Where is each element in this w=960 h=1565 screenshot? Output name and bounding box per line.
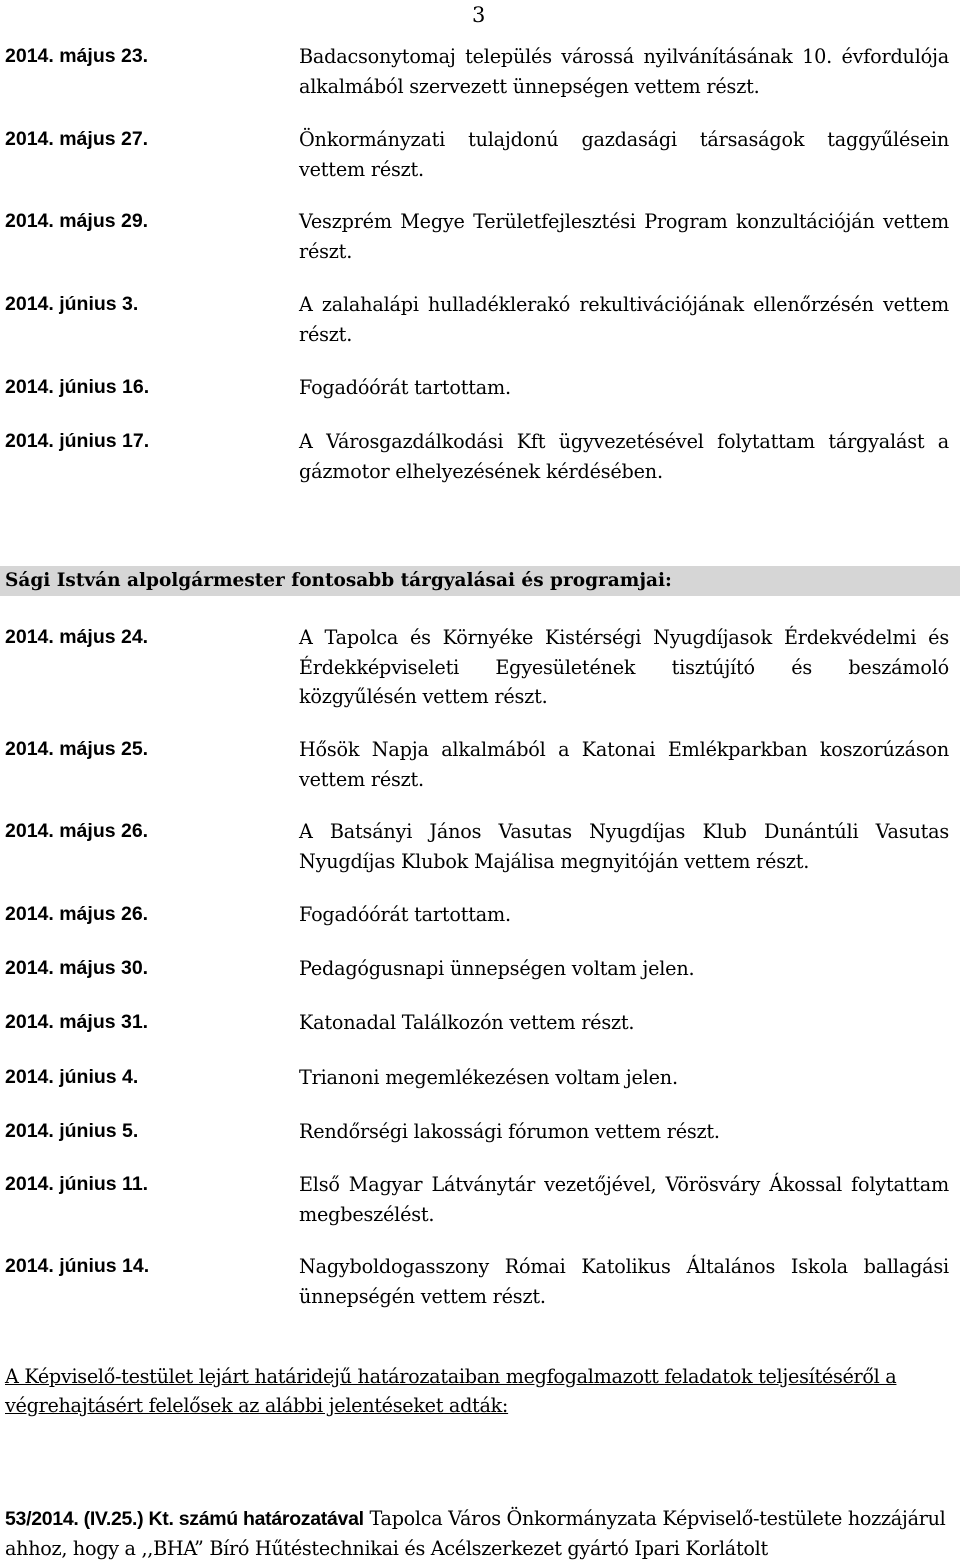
entry-text: A Tapolca és Környéke Kistérségi Nyugdíjasok Érdekvédelmi és Érdekképviseleti Egyesületének tisztújító és beszámoló közgyűlésén vettem részt. [299, 626, 949, 708]
entry-date: 2014. május 25. [5, 738, 149, 760]
section-header [0, 566, 960, 596]
entry-text: A zalahalápi hulladéklerakó rekultivációjának ellenőrzésén vettem részt. [299, 293, 949, 346]
resolution-paragraph [5, 1504, 955, 1564]
entry-text: Első Magyar Látványtár vezetőjével, Vörösváry Ákossal folytattam megbeszélést. [299, 1173, 949, 1226]
entry-date: 2014. június 4. [5, 1066, 139, 1088]
entry-date: 2014. május 26. [5, 903, 149, 925]
entry-date: 2014. május 24. [5, 626, 149, 648]
entry-text: Rendőrségi lakossági fórumon vettem részt. [299, 1120, 720, 1143]
entry-date: 2014. június 3. [5, 293, 139, 315]
entry-date: 2014. június 11. [5, 1173, 149, 1195]
entry-text: Nagyboldogasszony Római Katolikus Általános Iskola ballagási ünnepségén vettem részt. [299, 1255, 949, 1308]
entry-text: A Városgazdálkodási Kft ügyvezetésével folytattam tárgyalást a gázmotor elhelyezésének kérdésében. [299, 430, 949, 483]
entry-text: Fogadóórát tartottam. [299, 903, 511, 926]
entry-date: 2014. május 27. [5, 128, 149, 150]
entry-text: Hősök Napja alkalmából a Katonai Emlékparkban koszorúzáson vettem részt. [299, 738, 949, 791]
entry-text: Katonadal Találkozón vettem részt. [299, 1011, 635, 1034]
entry-date: 2014. június 17. [5, 430, 150, 452]
notice-heading: A Képviselő-testület lejárt határidejű határozataiban megfogalmazott feladatok teljesítéséről a végrehajtásért felelősek az alábbi jelentéseket adták: [5, 1365, 897, 1417]
entry-date: 2014. június 16. [5, 376, 150, 398]
entry-text: Veszprém Megye Területfejlesztési Program konzultációján vettem részt. [299, 210, 949, 263]
entry-text: Trianoni megemlékezésen voltam jelen. [299, 1066, 678, 1089]
entry-date: 2014. május 29. [5, 210, 149, 232]
entry-text: A Batsányi János Vasutas Nyugdíjas Klub Dunántúli Vasutas Nyugdíjas Klubok Majálisa megnyitóján vettem részt. [299, 820, 949, 873]
entry-date: 2014. május 23. [5, 45, 149, 67]
resolution-text: Tapolca Város Önkormányzata Képviselő-testülete hozzájárul ahhoz, hogy a ,,BHA” Bíró Hűtéstechnikai és Acélszerkezet gyártó Ipari Korlátolt [5, 1507, 946, 1560]
entry-date: 2014. június 5. [5, 1120, 139, 1142]
entry-date: 2014. június 14. [5, 1255, 150, 1277]
section-title: Sági István alpolgármester fontosabb tárgyalásai és programjai: [5, 570, 672, 591]
entry-text: Pedagógusnapi ünnepségen voltam jelen. [299, 957, 695, 980]
page-number: 3 [472, 3, 486, 27]
entry-text: Fogadóórát tartottam. [299, 376, 511, 399]
entry-text: Önkormányzati tulajdonú gazdasági társaságok taggyűlésein vettem részt. [299, 128, 949, 181]
entry-date: 2014. május 31. [5, 1011, 149, 1033]
entry-date: 2014. május 26. [5, 820, 149, 842]
entry-date: 2014. május 30. [5, 957, 149, 979]
entry-text: Badacsonytomaj település várossá nyilvánításának 10. évfordulója alkalmából szervezett ünnepségen vettem részt. [299, 45, 949, 98]
resolution-reference: 53/2014. (IV.25.) Kt. számú határozatával [5, 1508, 364, 1530]
